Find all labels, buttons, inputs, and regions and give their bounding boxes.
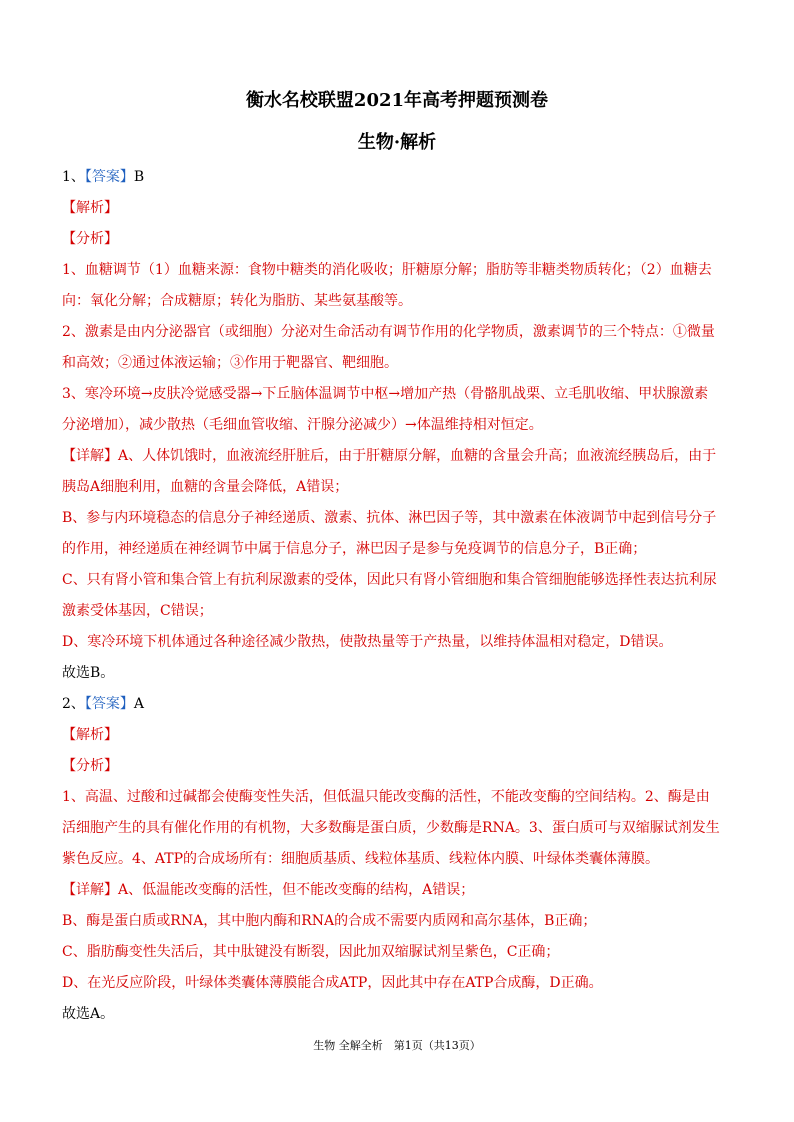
page-footer: 生物 全解全析 第1页（共13页） (313, 1039, 481, 1052)
answer-content (62, 162, 734, 1030)
q1-text-line: D、寒冷环境下机体通过各种途径减少散热，使散热量等于产热量，以维持体温相对稳定，D错误。 (62, 634, 673, 650)
q1-text-line: 激素受体基因，C错误； (62, 603, 213, 619)
q1-number: 1、 (62, 169, 85, 185)
q1-text-line: B、参与内环境稳态的信息分子神经递质、激素、抗体、淋巴因子等，其中激素在体液调节中起到信号分子 (62, 510, 717, 526)
q1-text-line: 分泌增加），减少散热（毛细血管收缩、汗腺分泌减少）→体温维持相对恒定。 (62, 417, 543, 433)
q2-conclusion: 故选A。 (62, 1006, 115, 1022)
q1-answer-tag: 【答案】 (84, 169, 134, 185)
q2-answer-tag: 【答案】 (84, 696, 134, 712)
q2-text-line: 紫色反应。4、ATP的合成场所有：细胞质基质、线粒体基质、线粒体内膜、叶绿体类囊体薄膜。 (62, 851, 660, 867)
q1-conclusion: 故选B。 (62, 665, 115, 681)
q1-text-line: 和高效；②通过体液运输；③作用于靶器官、靶细胞。 (62, 355, 398, 371)
page-subtitle: 生物·解析 (357, 132, 437, 153)
q2-fenxi-heading: 【分析】 (62, 758, 118, 774)
q1-answer-value: B (133, 169, 145, 185)
q2-text-line: B、酶是蛋白质或RNA，其中胞内酶和RNA的合成不需要内质网和高尔基体，B正确； (62, 913, 597, 929)
q1-text-line: 胰岛A细胞利用，血糖的含量会降低，A错误； (62, 479, 349, 495)
q1-text-line: C、只有肾小管和集合管上有抗利尿激素的受体，因此只有肾小管细胞和集合管细胞能够选择性表达抗利尿 (62, 572, 717, 588)
q2-text-line: D、在光反应阶段，叶绿体类囊体薄膜能合成ATP，因此其中存在ATP合成酶，D正确。 (62, 975, 603, 991)
q1-text-line: 向：氧化分解；合成糖原；转化为脂肪、某些氨基酸等。 (62, 293, 412, 309)
page-title: 衡水名校联盟2021年高考押题预测卷 (245, 90, 549, 111)
q1-text-line: 的作用，神经递质在神经调节中属于信息分子，淋巴因子是参与免疫调节的信息分子，B正确； (62, 541, 647, 557)
q1-text-line: 【详解】A、人体饥饿时，血液流经肝脏后，由于肝糖原分解，血糖的含量会升高；血液流经胰岛后，由于 (62, 448, 717, 464)
q2-answer-line (62, 689, 734, 720)
q1-jiexi-heading: 【解析】 (62, 200, 118, 216)
q2-answer-value: A (133, 696, 145, 712)
q2-text-line: 【详解】A、低温能改变酶的活性，但不能改变酶的结构，A错误； (62, 882, 475, 898)
q1-text-line: 2、激素是由内分泌器官（或细胞）分泌对生命活动有调节作用的化学物质，激素调节的三个特点：①微量 (62, 324, 715, 340)
q1-text-line: 1、血糖调节（1）血糖来源：食物中糖类的消化吸收；肝糖原分解；脂肪等非糖类物质转化；（2）血糖去 (62, 262, 712, 278)
q2-text-line: 1、高温、过酸和过碱都会使酶变性失活，但低温只能改变酶的活性，不能改变酶的空间结构。2、酶是由 (62, 789, 710, 805)
q2-text-line: C、脂肪酶变性失活后，其中肽键没有断裂，因此加双缩脲试剂呈紫色，C正确； (62, 944, 560, 960)
q2-text-line: 活细胞产生的具有催化作用的有机物，大多数酶是蛋白质，少数酶是RNA。3、蛋白质可与双缩脲试剂发生 (62, 820, 720, 836)
q2-number: 2、 (62, 696, 85, 712)
q2-jiexi-heading: 【解析】 (62, 727, 118, 743)
q1-fenxi-heading: 【分析】 (62, 231, 118, 247)
q1-answer-line (62, 162, 734, 193)
q1-text-line: 3、寒冷环境→皮肤冷觉感受器→下丘脑体温调节中枢→增加产热（骨骼肌战栗、立毛肌收缩、甲状腺激素 (62, 386, 709, 402)
